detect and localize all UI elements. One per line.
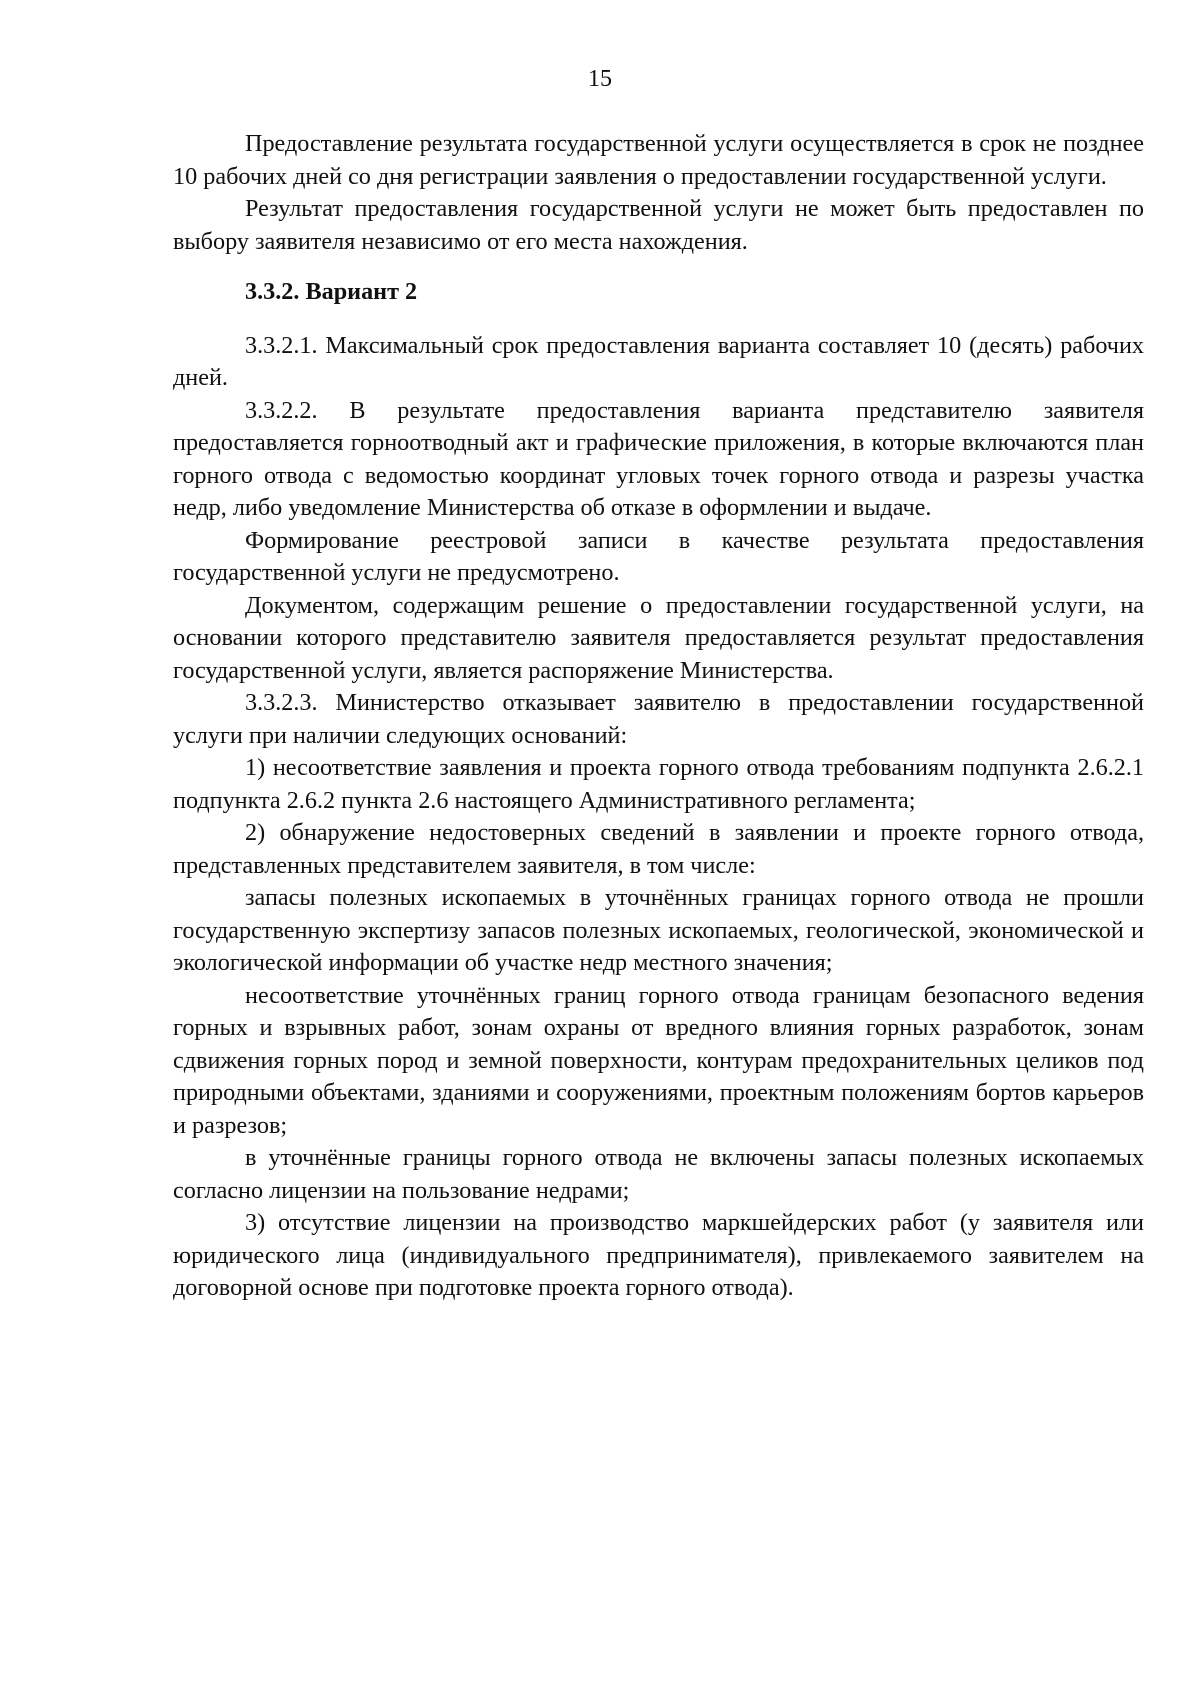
- page-number: 15: [588, 66, 612, 92]
- sub-item-license-reserves: в уточнённые границы горного отвода не включены запасы полезных ископаемых согласно лицензии на пользование недрами;: [173, 1144, 1144, 1204]
- list-item-3: 3) отсутствие лицензии на производство маркшейдерских работ (у заявителя или юридического лица (индивидуального предпринимателя), привлекаемого заявителем на договорной основе при подготовке проекта горного отвода).: [173, 1209, 1144, 1301]
- paragraph-result-deadline: Предоставление результата государственной услуги осуществляется в срок не позднее 10 рабочих дней со дня регистрации заявления о предоставлении государственной услуги.: [173, 130, 1144, 190]
- section-heading-variant-2: 3.3.2. Вариант 2: [245, 278, 418, 305]
- paragraph-3-3-2-2: 3.3.2.2. В результате предоставления варианта представителю заявителя предоставляется горноотводный акт и графические приложения, в которые включаются план горного отвода с ведомостью координат угловых точек горного отвода и разрезы участка недр, либо уведомление Министерства об отказе в оформлении и выдаче.: [173, 396, 1144, 521]
- document-body: [173, 128, 1144, 1305]
- paragraph-registry-record: Формирование реестровой записи в качестве результата предоставления государственной услуги не предусмотрено.: [173, 526, 1144, 586]
- sub-item-boundary-mismatch: несоответствие уточнённых границ горного отвода границам безопасного ведения горных и взрывных работ, зонам охраны от вредного влияния горных разработок, зонам сдвижения горных пород и земной поверхности, контурам предохранительных целиков под природными объектами, зданиями и сооружениями, проектным положениям бортов карьеров и разрезов;: [173, 981, 1144, 1139]
- paragraph-decision-document: Документом, содержащим решение о предоставлении государственной услуги, на основании которого представителю заявителя предоставляется результат предоставления государственной услуги, является распоряжение Министерства.: [173, 591, 1144, 684]
- sub-item-reserves-expertise: запасы полезных ископаемых в уточнённых границах горного отвода не прошли государственную экспертизу запасов полезных ископаемых, геологической, экономической и экологической информации об участке недр местного значения;: [173, 884, 1144, 976]
- paragraph-3-3-2-3: 3.3.2.3. Министерство отказывает заявителю в предоставлении государственной услуги при наличии следующих оснований:: [173, 689, 1144, 749]
- list-item-1: 1) несоответствие заявления и проекта горного отвода требованиям подпункта 2.6.2.1 подпункта 2.6.2 пункта 2.6 настоящего Административного регламента;: [173, 754, 1144, 814]
- paragraph-result-location: Результат предоставления государственной услуги не может быть предоставлен по выбору заявителя независимо от его места нахождения.: [173, 195, 1144, 255]
- paragraph-3-3-2-1: 3.3.2.1. Максимальный срок предоставления варианта составляет 10 (десять) рабочих дней.: [173, 331, 1144, 391]
- list-item-2: 2) обнаружение недостоверных сведений в заявлении и проекте горного отвода, представленных представителем заявителя, в том числе:: [173, 819, 1144, 879]
